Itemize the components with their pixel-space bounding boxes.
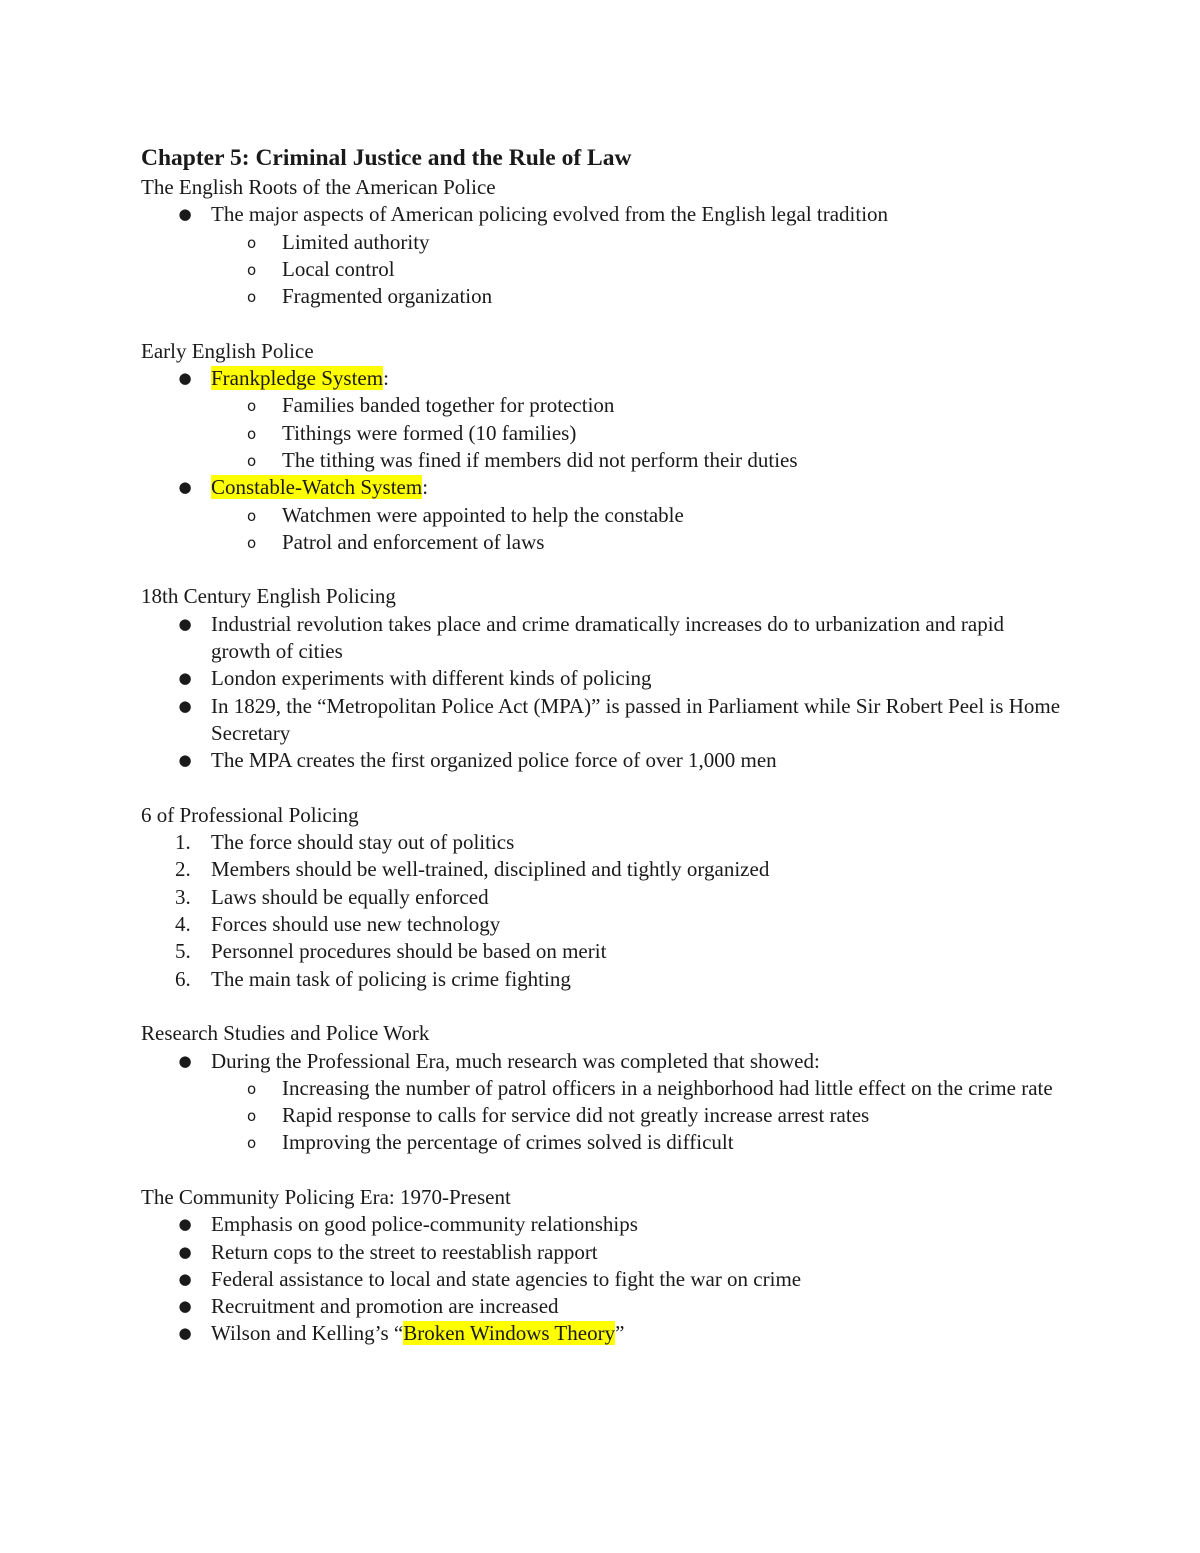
list-item: o Limited authority <box>141 229 1061 256</box>
section-professional-policing <box>141 802 1061 993</box>
list-item: ● The major aspects of American policing evolved from the English legal tradition <box>141 201 1061 228</box>
list-item: ● Industrial revolution takes place and crime dramatically increases do to urbanization and rapid growth of cities <box>141 611 1061 666</box>
spacer <box>141 993 1061 1020</box>
bullet-icon: ● <box>178 1297 192 1316</box>
list-item: ● During the Professional Era, much research was completed that showed: <box>141 1048 1061 1075</box>
bullet-icon: ● <box>178 1269 192 1288</box>
list-item: o Patrol and enforcement of laws <box>141 529 1061 556</box>
list-item: o The tithing was fined if members did not perform their duties <box>141 447 1061 474</box>
spacer <box>141 775 1061 802</box>
spacer <box>141 556 1061 583</box>
section-heading: The Community Policing Era: 1970-Present <box>141 1184 511 1209</box>
bullet-icon: ● <box>178 369 192 388</box>
list-item: o Increasing the number of patrol officers in a neighborhood had little effect on the crime rate <box>141 1075 1061 1102</box>
list-item: ● Frankpledge System: <box>141 365 1061 392</box>
item-number: 2. <box>175 857 191 882</box>
section-heading: Early English Police <box>141 338 314 363</box>
circle-bullet-icon: o <box>247 1079 257 1098</box>
item-number: 5. <box>175 939 191 964</box>
bullet-icon: ● <box>178 478 192 497</box>
item-number: 6. <box>175 966 191 991</box>
page-title: Chapter 5: Criminal Justice and the Rule of Law <box>141 145 632 171</box>
section-heading: 18th Century English Policing <box>141 584 396 609</box>
list-item: ● Emphasis on good police-community relationships <box>141 1211 1061 1238</box>
item-number: 1. <box>175 830 191 855</box>
numbered-item: 4. Forces should use new technology <box>141 911 1061 938</box>
numbered-item: 1. The force should stay out of politics <box>141 829 1061 856</box>
highlighted-term: Frankpledge System <box>211 366 384 391</box>
section-heading: 6 of Professional Policing <box>141 802 359 827</box>
list-item: ● London experiments with different kinds of policing <box>141 665 1061 692</box>
circle-bullet-icon: o <box>247 288 257 307</box>
list-item: ● Federal assistance to local and state agencies to fight the war on crime <box>141 1266 1061 1293</box>
item-number: 4. <box>175 912 191 937</box>
list-item: o Families banded together for protection <box>141 392 1061 419</box>
section-english-roots <box>141 174 1061 310</box>
list-item: o Watchmen were appointed to help the constable <box>141 502 1061 529</box>
circle-bullet-icon: o <box>247 233 257 252</box>
list-item: o Rapid response to calls for service did not greatly increase arrest rates <box>141 1102 1061 1129</box>
list-item: ● Return cops to the street to reestablish rapport <box>141 1239 1061 1266</box>
numbered-item: 3. Laws should be equally enforced <box>141 884 1061 911</box>
highlighted-term: Constable-Watch System <box>211 475 423 500</box>
highlighted-term: Broken Windows Theory <box>403 1321 616 1346</box>
section-research-studies <box>141 1020 1061 1156</box>
section-18th-century-policing <box>141 583 1061 774</box>
section-early-english-police <box>141 338 1061 556</box>
list-item: ● Wilson and Kelling’s “Broken Windows Theory” <box>141 1320 1061 1347</box>
numbered-item: 6. The main task of policing is crime fighting <box>141 966 1061 993</box>
list-item: ● The MPA creates the first organized police force of over 1,000 men <box>141 747 1061 774</box>
circle-bullet-icon: o <box>247 1134 257 1153</box>
item-number: 3. <box>175 884 191 909</box>
section-heading: The English Roots of the American Police <box>141 175 496 199</box>
list-item: ● Recruitment and promotion are increased <box>141 1293 1061 1320</box>
bullet-icon: ● <box>178 1051 192 1070</box>
circle-bullet-icon: o <box>247 451 257 470</box>
bullet-icon: ● <box>178 696 192 715</box>
bullet-icon: ● <box>178 751 192 770</box>
document-body <box>141 142 1061 1348</box>
spacer <box>141 1157 1061 1184</box>
bullet-icon: ● <box>178 1324 192 1343</box>
circle-bullet-icon: o <box>247 424 257 443</box>
circle-bullet-icon: o <box>247 506 257 525</box>
list-item: o Tithings were formed (10 families) <box>141 420 1061 447</box>
spacer <box>141 310 1061 337</box>
circle-bullet-icon: o <box>247 397 257 416</box>
bullet-icon: ● <box>178 1242 192 1261</box>
list-item: ● In 1829, the “Metropolitan Police Act (MPA)” is passed in Parliament while Sir Robert Peel is Home Secretary <box>141 693 1061 748</box>
circle-bullet-icon: o <box>247 533 257 552</box>
bullet-icon: ● <box>178 1215 192 1234</box>
list-item: o Local control <box>141 256 1061 283</box>
circle-bullet-icon: o <box>247 1107 257 1126</box>
list-item: o Fragmented organization <box>141 283 1061 310</box>
bullet-icon: ● <box>178 669 192 688</box>
section-heading: Research Studies and Police Work <box>141 1021 430 1046</box>
section-community-policing <box>141 1184 1061 1348</box>
bullet-icon: ● <box>178 205 192 224</box>
circle-bullet-icon: o <box>247 260 257 279</box>
bullet-icon: ● <box>178 614 192 633</box>
list-item: ● Constable-Watch System: <box>141 474 1061 501</box>
numbered-item: 2. Members should be well-trained, disciplined and tightly organized <box>141 856 1061 883</box>
list-item: o Improving the percentage of crimes solved is difficult <box>141 1129 1061 1156</box>
numbered-item: 5. Personnel procedures should be based on merit <box>141 938 1061 965</box>
